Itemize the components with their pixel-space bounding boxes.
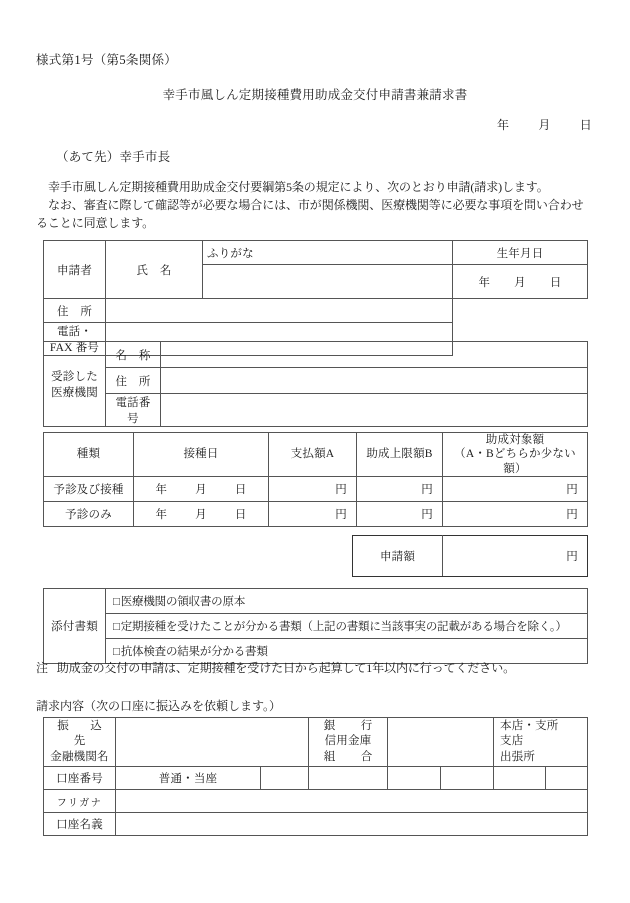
date-year-label: 年 [496,118,510,132]
row0-eligible-unit: 円 [566,484,578,497]
branch-type-options[interactable] [494,718,588,767]
bank-account-table [43,717,588,836]
checkbox-icon[interactable]: □ [113,646,120,658]
account-digit-1[interactable] [309,767,388,790]
table-row [44,589,588,614]
institution-kind-options[interactable] [309,718,388,767]
body-paragraph-3: ることに同意します。 [36,216,155,231]
medical-name-label: 名 称 [106,342,161,368]
body-paragraph-1: 幸手市風しん定期接種費用助成金交付要綱第5条の規定により、次のとおり申請(請求)します。 [48,180,549,194]
table-row [44,394,588,427]
attachment-label-2: 抗体検査の結果が分かる書類 [120,646,268,658]
bank-name-input[interactable] [116,718,309,767]
account-digit-4[interactable] [494,767,546,790]
row1-year-label: 年 [155,509,168,522]
attachments-table [43,588,588,664]
amount-header-paid-amount: 支払額A [269,433,357,477]
table-row [44,368,588,394]
branch-type-shucchojo[interactable]: 出張所 [500,750,536,763]
account-furigana-label: フリガナ [44,790,116,813]
branch-type-shiten[interactable]: 支店 [500,735,524,748]
amount-row-date-1[interactable] [134,502,269,527]
row1-month-label: 月 [195,509,207,522]
request-amount-input[interactable] [443,536,588,577]
amount-header-vaccination-date: 接種日 [134,433,269,477]
applicant-furigana-label: ふりがな [203,241,453,265]
medical-row-label-line2: 医療機関 [51,387,98,399]
account-digit-3[interactable] [441,767,494,790]
row1-paid-unit: 円 [335,509,347,522]
account-holder-label: 口座名義 [44,813,116,836]
table-row [44,299,588,323]
branch-name-input[interactable] [388,718,494,767]
applicant-address-label: 住 所 [44,299,106,323]
attachment-label-1: 定期接種を受けたことが分かる書類（上記の書類に当該事実の記載がある場合を除く。） [120,621,567,633]
account-number-label: 口座番号 [44,767,116,790]
checkbox-icon[interactable]: □ [113,596,120,608]
request-amount-label: 申請額 [353,536,443,577]
medical-address-label: 住 所 [106,368,161,394]
applicant-row-label: 申請者 [44,241,106,299]
request-amount-table [352,535,588,577]
table-row [44,433,588,477]
amount-row-type-0: 予診及び接種 [44,477,134,502]
applicant-name-input[interactable] [203,265,453,299]
request-amount-unit: 円 [566,551,578,563]
amount-row-eligible-1[interactable] [443,502,588,527]
note-marker: 注 [36,661,48,675]
amount-row-paid-1[interactable] [269,502,357,527]
row1-limit-unit: 円 [421,509,433,522]
amount-header-eligible-amount [443,433,588,477]
bank-name-label [44,718,124,767]
table-row [44,767,588,790]
row0-month-label: 月 [195,484,207,497]
checkbox-icon[interactable]: □ [113,621,120,633]
amount-row-limit-0[interactable] [357,477,443,502]
institution-kind-bank[interactable]: 銀 行 [323,719,380,732]
body-paragraph-2: なお、審査に際して確認等が必要な場合には、市が関係機関、医療機関等に必要な事項を問い合わせ [48,198,584,213]
attachments-label: 添付書類 [44,589,106,664]
account-digit-5[interactable] [546,767,588,790]
medical-phone-input[interactable] [161,394,588,427]
row0-paid-unit: 円 [335,484,347,497]
attachment-checkbox-item-1[interactable] [106,614,588,639]
table-row [44,241,588,265]
bank-name-label-line2: 金融機関名 [50,750,109,763]
medical-row-label-line1: 受診した [51,371,98,383]
institution-kind-kumiai[interactable]: 組 合 [323,750,380,763]
document-title: 幸手市風しん定期接種費用助成金交付申請書兼請求書 [162,88,468,102]
institution-kind-shinkin[interactable]: 信用金庫 [324,735,372,748]
row1-day-label: 日 [234,509,247,522]
addressee: （あて先）幸手市長 [56,150,171,164]
date-day-label: 日 [579,118,592,132]
row0-day-label: 日 [234,484,247,497]
row1-eligible-unit: 円 [566,509,578,522]
claim-section-heading: 請求内容（次の口座に振込みを依頼します。） [36,699,282,713]
amount-header-subsidy-limit: 助成上限額B [357,433,443,477]
bank-name-label-line1: 振 込 先 [57,719,124,748]
applicant-table [43,240,588,356]
medical-row-label [44,342,106,427]
attachment-label-0: 医療機関の領収書の原本 [120,596,246,608]
amount-header-type: 種類 [44,433,134,477]
row0-year-label: 年 [155,484,168,497]
applicant-birthdate-label: 生年月日 [453,241,588,265]
account-digit-2[interactable] [388,767,441,790]
birthdate-day-label: 日 [549,276,562,289]
applicant-birthdate-input[interactable] [453,265,588,299]
account-type-options[interactable]: 普通・当座 [116,767,261,790]
row0-limit-unit: 円 [421,484,433,497]
table-row [44,813,588,836]
table-row [44,502,588,527]
medical-name-input[interactable] [161,342,588,368]
body-text [36,178,602,233]
medical-phone-label: 電話番号 [106,394,161,427]
amount-row-type-1: 予診のみ [44,502,134,527]
amount-row-limit-1[interactable] [357,502,443,527]
applicant-phone-fax-label: 電話・FAX 番号 [44,323,106,356]
table-row [44,614,588,639]
table-row [44,790,588,813]
amount-row-eligible-0[interactable] [443,477,588,502]
account-holder-input[interactable] [116,813,588,836]
table-row [44,342,588,368]
medical-institution-table [43,341,588,427]
date-month-label: 月 [538,118,551,132]
eligible-amount-line1: 助成対象額 [485,434,545,446]
birthdate-year-label: 年 [478,276,491,289]
applicant-address-input[interactable] [106,299,453,323]
birthdate-month-label: 月 [514,276,526,289]
amount-row-date-0[interactable] [134,477,269,502]
amount-row-paid-0[interactable] [269,477,357,502]
medical-address-input[interactable] [161,368,588,394]
branch-type-honten[interactable]: 本店・支所 [500,719,559,732]
table-row [44,718,588,767]
account-furigana-input[interactable] [116,790,588,813]
applicant-name-label: 氏 名 [106,241,203,299]
note [36,659,515,676]
note-text: 助成金の交付の申請は、定期接種を受けた日から起算して1年以内に行ってください。 [56,661,516,675]
account-digit-0[interactable] [261,767,309,790]
submission-date-line [497,116,592,133]
table-row [44,477,588,502]
amount-table [43,432,588,527]
table-row [353,536,588,577]
attachment-checkbox-item-0[interactable] [106,589,588,614]
eligible-amount-line2: （A・Bどちらか少ない額） [454,448,576,475]
form-number: 様式第1号（第5条関係） [36,53,178,67]
